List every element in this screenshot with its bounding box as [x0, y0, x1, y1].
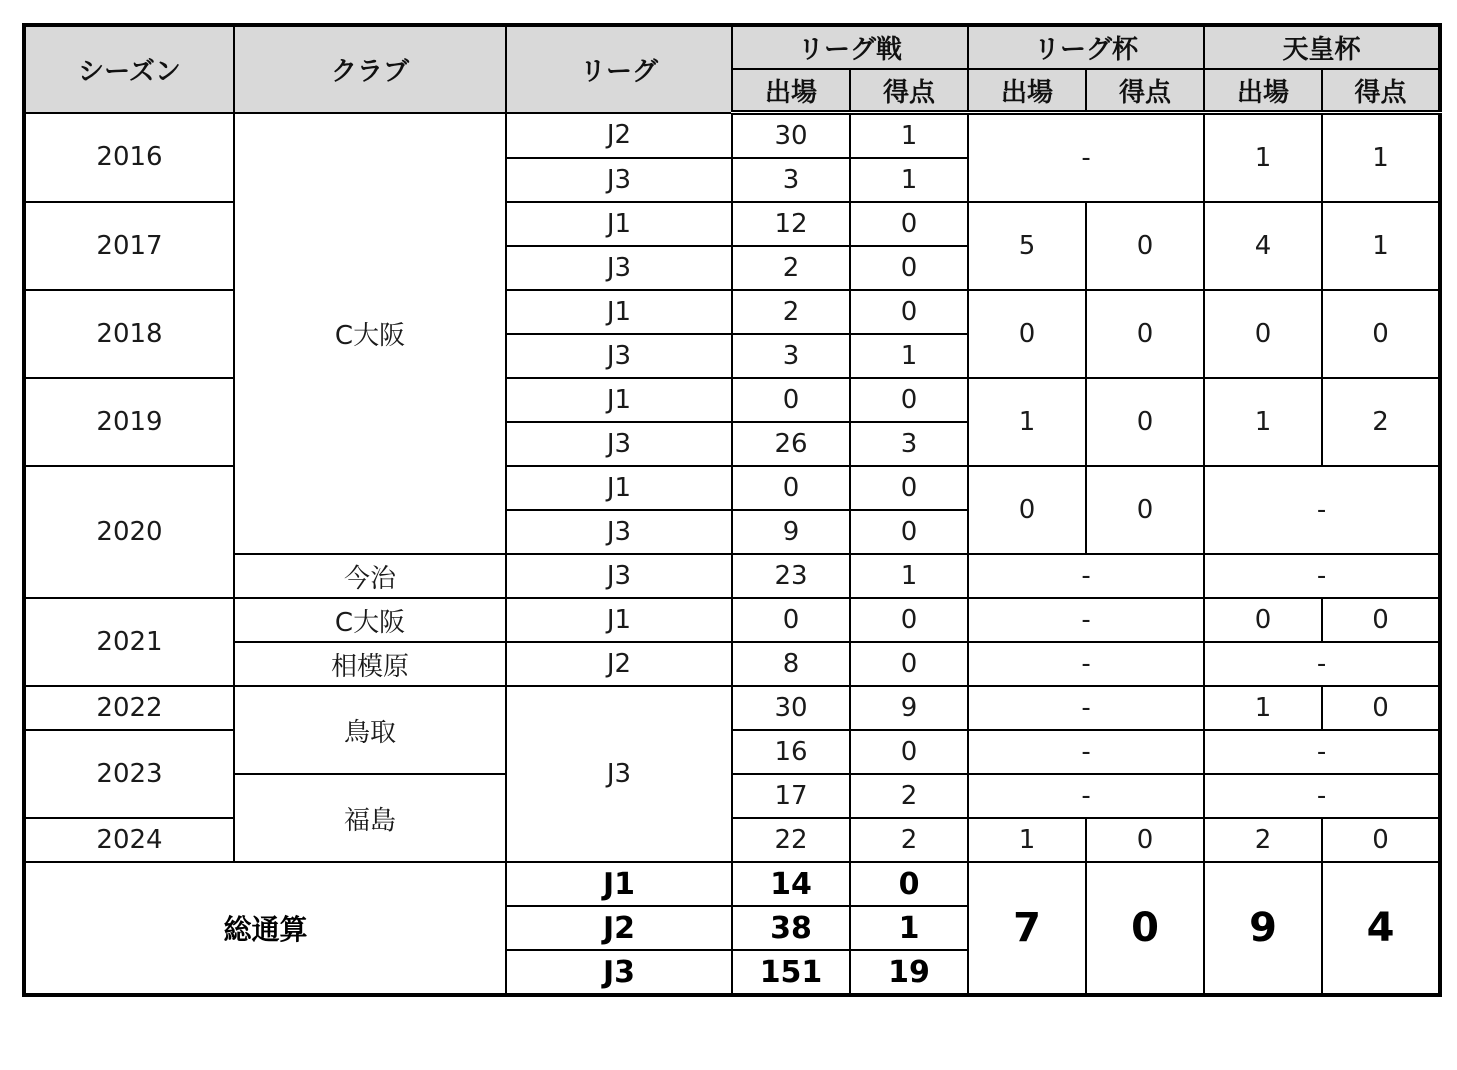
- cup-goals-cell: 0: [1086, 290, 1204, 378]
- league-apps-cell: 26: [732, 422, 850, 466]
- cup-cell: -: [968, 642, 1204, 686]
- table-row: [24, 642, 1440, 686]
- total-league-cell: J2: [506, 906, 732, 950]
- league-cell: J2: [506, 642, 732, 686]
- table-row: [24, 686, 1440, 730]
- total-league-goals-cell: 19: [850, 950, 968, 995]
- total-league-apps-cell: 151: [732, 950, 850, 995]
- league-goals-cell: 0: [850, 598, 968, 642]
- ec-goals-cell: 1: [1322, 202, 1440, 290]
- table-row: [24, 598, 1440, 642]
- career-stats-table: [22, 23, 1442, 997]
- total-league-goals-cell: 0: [850, 862, 968, 906]
- league-apps-cell: 2: [732, 246, 850, 290]
- header-season: シーズン: [24, 25, 234, 113]
- cup-cell: -: [968, 598, 1204, 642]
- season-cell: 2020: [24, 466, 234, 598]
- league-apps-cell: 12: [732, 202, 850, 246]
- league-apps-cell: 22: [732, 818, 850, 862]
- cup-apps-cell: 1: [968, 378, 1086, 466]
- total-league-cell: J3: [506, 950, 732, 995]
- table-row: [24, 554, 1440, 598]
- season-cell: 2021: [24, 598, 234, 686]
- ec-apps-cell: 2: [1204, 818, 1322, 862]
- ec-goals-cell: 0: [1322, 686, 1440, 730]
- league-goals-cell: 0: [850, 466, 968, 510]
- total-cup-goals-cell: 0: [1086, 862, 1204, 995]
- club-cell: 今治: [234, 554, 506, 598]
- club-cell: C大阪: [234, 598, 506, 642]
- season-cell: 2017: [24, 202, 234, 290]
- league-goals-cell: 1: [850, 158, 968, 202]
- ec-cell: -: [1204, 730, 1440, 774]
- league-apps-cell: 23: [732, 554, 850, 598]
- league-cell: J1: [506, 378, 732, 422]
- ec-apps-cell: 0: [1204, 598, 1322, 642]
- table-row: [24, 774, 1440, 818]
- total-league-apps-cell: 14: [732, 862, 850, 906]
- league-cell: J1: [506, 290, 732, 334]
- cup-cell: -: [968, 686, 1204, 730]
- league-cell: J2: [506, 113, 732, 159]
- league-goals-cell: 0: [850, 378, 968, 422]
- season-cell: 2023: [24, 730, 234, 818]
- total-label: 総通算: [24, 862, 506, 995]
- total-league-apps-cell: 38: [732, 906, 850, 950]
- league-apps-cell: 17: [732, 774, 850, 818]
- total-ec-apps-cell: 9: [1204, 862, 1322, 995]
- header-league-matches: リーグ戦: [732, 25, 968, 69]
- league-goals-cell: 0: [850, 642, 968, 686]
- league-apps-cell: 3: [732, 334, 850, 378]
- total-ec-goals-cell: 4: [1322, 862, 1440, 995]
- league-apps-cell: 8: [732, 642, 850, 686]
- cup-cell: -: [968, 554, 1204, 598]
- club-cell: 鳥取: [234, 686, 506, 774]
- ec-cell: -: [1204, 554, 1440, 598]
- season-cell: 2022: [24, 686, 234, 730]
- league-cell: J3: [506, 554, 732, 598]
- ec-apps-cell: 0: [1204, 290, 1322, 378]
- header-club: クラブ: [234, 25, 506, 113]
- league-apps-cell: 2: [732, 290, 850, 334]
- cup-cell: -: [968, 774, 1204, 818]
- league-goals-cell: 1: [850, 113, 968, 159]
- league-cell: J3: [506, 246, 732, 290]
- total-cup-apps-cell: 7: [968, 862, 1086, 995]
- league-goals-cell: 3: [850, 422, 968, 466]
- ec-apps-cell: 1: [1204, 686, 1322, 730]
- cup-cell: -: [968, 113, 1204, 203]
- league-cell: J3: [506, 422, 732, 466]
- header-ec-apps: 出場: [1204, 69, 1322, 113]
- season-cell: 2019: [24, 378, 234, 466]
- ec-goals-cell: 1: [1322, 113, 1440, 203]
- league-goals-cell: 1: [850, 554, 968, 598]
- header-league: リーグ: [506, 25, 732, 113]
- header-league-cup: リーグ杯: [968, 25, 1204, 69]
- ec-goals-cell: 0: [1322, 818, 1440, 862]
- header-cup-apps: 出場: [968, 69, 1086, 113]
- cup-cell: -: [968, 730, 1204, 774]
- ec-cell: -: [1204, 774, 1440, 818]
- cup-goals-cell: 0: [1086, 466, 1204, 554]
- ec-goals-cell: 2: [1322, 378, 1440, 466]
- league-goals-cell: 0: [850, 202, 968, 246]
- league-goals-cell: 2: [850, 818, 968, 862]
- cup-apps-cell: 0: [968, 466, 1086, 554]
- league-goals-cell: 1: [850, 334, 968, 378]
- league-goals-cell: 0: [850, 730, 968, 774]
- header-cup-goals: 得点: [1086, 69, 1204, 113]
- league-cell: J3: [506, 510, 732, 554]
- league-cell: J3: [506, 158, 732, 202]
- cup-goals-cell: 0: [1086, 378, 1204, 466]
- season-cell: 2016: [24, 113, 234, 203]
- league-goals-cell: 9: [850, 686, 968, 730]
- header-league-goals: 得点: [850, 69, 968, 113]
- league-apps-cell: 16: [732, 730, 850, 774]
- total-league-goals-cell: 1: [850, 906, 968, 950]
- cup-apps-cell: 1: [968, 818, 1086, 862]
- league-apps-cell: 0: [732, 378, 850, 422]
- season-cell: 2024: [24, 818, 234, 862]
- league-goals-cell: 0: [850, 510, 968, 554]
- league-goals-cell: 2: [850, 774, 968, 818]
- table-row: [24, 113, 1440, 159]
- club-cell: 福島: [234, 774, 506, 862]
- league-cell: J3: [506, 686, 732, 862]
- league-goals-cell: 0: [850, 290, 968, 334]
- ec-apps-cell: 1: [1204, 113, 1322, 203]
- ec-goals-cell: 0: [1322, 598, 1440, 642]
- total-row: [24, 862, 1440, 906]
- cup-goals-cell: 0: [1086, 202, 1204, 290]
- header-emperors-cup: 天皇杯: [1204, 25, 1440, 69]
- league-goals-cell: 0: [850, 246, 968, 290]
- season-cell: 2018: [24, 290, 234, 378]
- ec-apps-cell: 4: [1204, 202, 1322, 290]
- total-league-cell: J1: [506, 862, 732, 906]
- ec-goals-cell: 0: [1322, 290, 1440, 378]
- header-league-apps: 出場: [732, 69, 850, 113]
- cup-goals-cell: 0: [1086, 818, 1204, 862]
- league-apps-cell: 30: [732, 686, 850, 730]
- league-apps-cell: 0: [732, 598, 850, 642]
- league-cell: J1: [506, 598, 732, 642]
- league-apps-cell: 9: [732, 510, 850, 554]
- ec-apps-cell: 1: [1204, 378, 1322, 466]
- club-cell: 相模原: [234, 642, 506, 686]
- league-apps-cell: 3: [732, 158, 850, 202]
- ec-cell: -: [1204, 466, 1440, 554]
- league-cell: J1: [506, 466, 732, 510]
- ec-cell: -: [1204, 642, 1440, 686]
- cup-apps-cell: 5: [968, 202, 1086, 290]
- league-apps-cell: 30: [732, 113, 850, 159]
- league-cell: J3: [506, 334, 732, 378]
- cup-apps-cell: 0: [968, 290, 1086, 378]
- league-cell: J1: [506, 202, 732, 246]
- club-cell: C大阪: [234, 113, 506, 555]
- header-ec-goals: 得点: [1322, 69, 1440, 113]
- league-apps-cell: 0: [732, 466, 850, 510]
